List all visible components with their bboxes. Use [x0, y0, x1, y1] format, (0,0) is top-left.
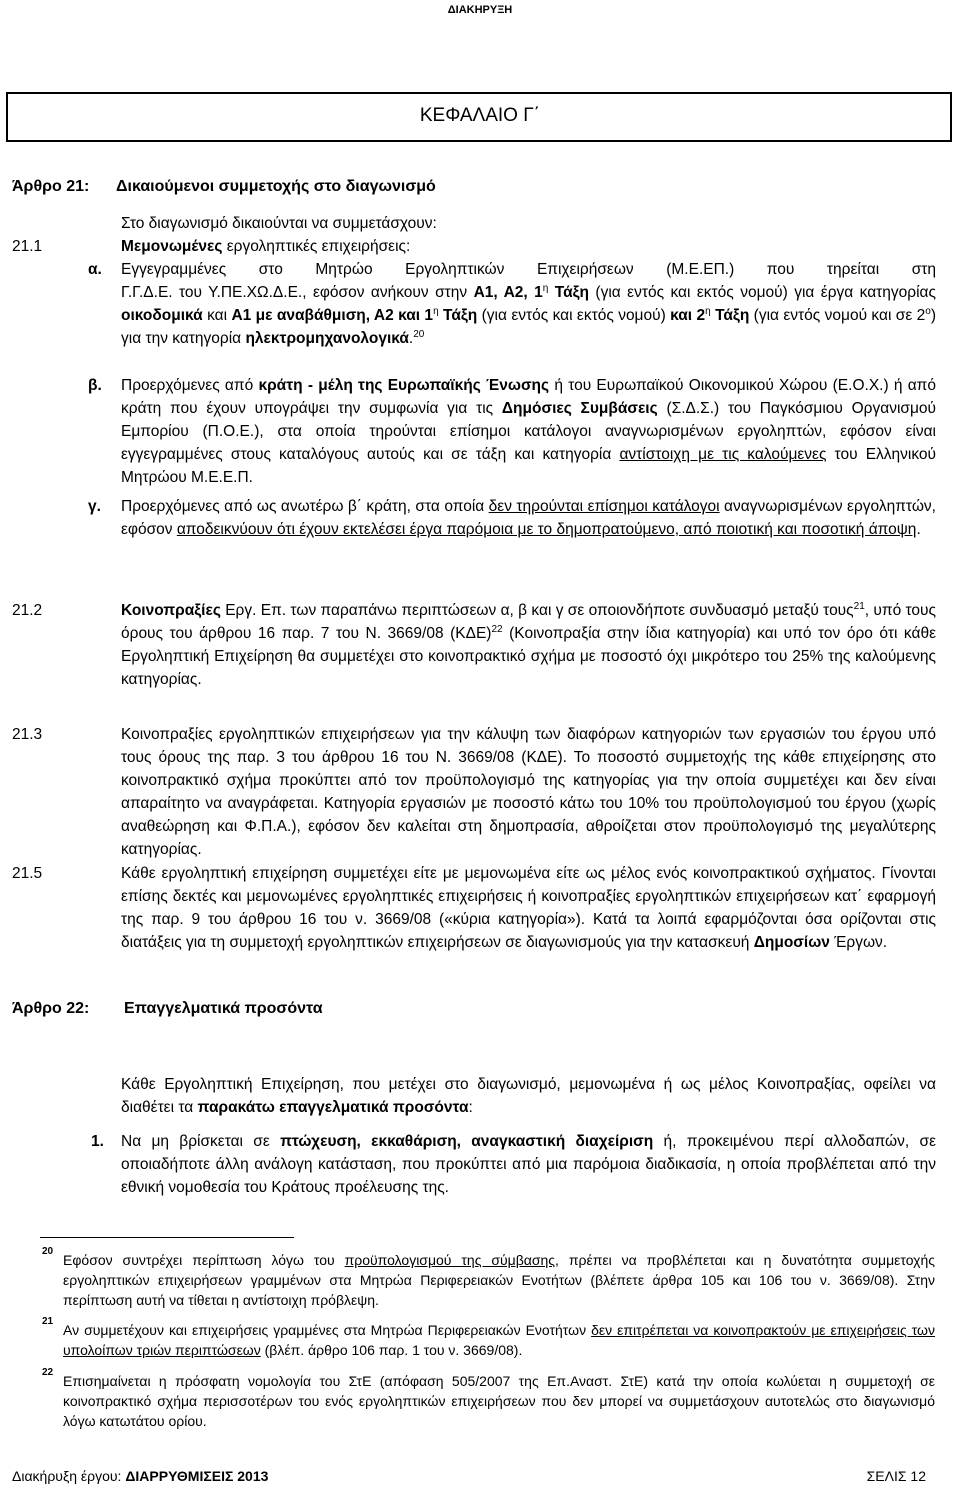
- chapter-box: [6, 92, 952, 142]
- item-b-label: β.: [88, 377, 102, 394]
- item-a-text: Γ.Γ.Δ.Ε. του Υ.ΠΕ.ΧΩ.Δ.Ε., εφόσον ανήκουν στην Α1, Α2, $1^\eta$ Τάξη (για εντός και εκτός νομού) για έργα κατηγορίας οικοδομικά και Α1 με αναβάθμιση, Α2 και $1^\eta$ Τάξη (για εντός και εκτός νομού) και $2^\eta$ Τάξη (για εντός νομού και σε $2^o$) για την κατηγορία ηλεκτρομηχανολογικά.$^{20}$: [121, 282, 936, 347]
- article-number: Άρθρο 22:: [12, 1000, 90, 1017]
- s212-number: 21.2: [12, 602, 43, 619]
- s215-text: Κάθε εργοληπτική επιχείρηση συμμετέχει είτε με μεμονωμένα είτε ως μέλος ενός κοινοπρακτικού σχήματος. Γίνονται επίσης δεκτές και μεμονωμένες εργοληπτικές επιχειρήσεις ή κοινοπραξίες εργοληπτικών επιχειρήσεων κατ΄ εφαρμογή της παρ. 9 του άρθρου 16 του ν. 3669/08 («κύρια κατηγορία»). Κατά τα λοιπά εφαρμόζονται όσα ορίζονται στις διατάξεις για τη συμμετοχή εργοληπτικών επιχειρήσεων σε διαγωνισμούς για την κατασκευή Δημοσίων Έργων.: [121, 865, 936, 951]
- article-title: Επαγγελματικά προσόντα: [124, 1000, 323, 1017]
- footer-page-number: ΣΕΛΙΣ 12: [866, 1468, 926, 1484]
- item-c-label: γ.: [88, 498, 101, 515]
- footnote-22-text: Επισημαίνεται η πρόσφατη νομολογία του ΣτΕ (απόφαση 505/2007 της Επ.Αναστ. ΣτΕ) κατά την οποία κωλύεται η συμμετοχή σε κοινοπρακτικό σχήμα περισσοτέρων του ενός εργοληπτικών επιχειρήσεων που δεν μπορεί να συμμετάσχουν αυτοτελώς στο διαγωνισμό λόγω κατωτάτου ορίου.: [63, 1373, 935, 1429]
- article-22-intro: Κάθε Εργοληπτική Επιχείρηση, που μετέχει στο διαγωνισμό, μεμονωμένα ή ως μέλος Κοινοπραξίας, οφείλει να διαθέτει τα παρακάτω επαγγελματικά προσόντα:: [121, 1076, 936, 1116]
- item-1-text: Να μη βρίσκεται σε πτώχευση, εκκαθάριση, αναγκαστική διαχείριση ή, προκειμένου περί αλλοδαπών, σε οποιαδήποτε άλλη ανάλογη κατάσταση, που προκύπτει από μια παρόμοια διαδικασία, η οποία προβλέπεται από την εθνική νομοθεσία του Κράτους προέλευσης της.: [121, 1133, 936, 1196]
- s215-number: 21.5: [12, 865, 43, 882]
- s211-number: 21.1: [12, 238, 43, 255]
- item-a-line1: Εγγεγραμμένες στο Μητρώο Εργοληπτικών Επιχειρήσεων (Μ.Ε.ΕΠ.) που τηρείται στη: [121, 261, 936, 278]
- s211-intro: Στο διαγωνισμό δικαιούνται να συμμετάσχουν:: [121, 215, 437, 232]
- item-1-label: 1.: [91, 1133, 104, 1150]
- footnote-ref-22[interactable]: 22: [491, 623, 503, 635]
- item-a-label: α.: [88, 261, 102, 278]
- footnote-ref-21[interactable]: 21: [853, 600, 865, 612]
- footnote-21-number: 21: [42, 1316, 54, 1327]
- footnote-separator: [40, 1237, 294, 1238]
- article-22-heading: [12, 1000, 323, 1018]
- article-number: Άρθρο 21:: [12, 178, 90, 195]
- footnote-ref-20[interactable]: 20: [413, 328, 425, 340]
- s213-text: Κοινοπραξίες εργοληπτικών επιχειρήσεων για την κάλυψη των διαφόρων κατηγοριών των εργασιών του έργου υπό τους όρους της παρ. 3 του άρθρου 16 του Ν. 3669/08 (ΚΔΕ). Το ποσοστό συμμετοχής της κάθε επιχείρησης στο κοινοπρακτικό σχήμα προκύπτει από τον προϋπολογισμό της κατηγορίας για την οποία συμμετέχει και δεν είναι απαραίτητο να αναγράφεται. Κατηγορία εργασιών με ποσοστό κάτω του 10% του προϋπολογισμού του έργου (χωρίς αναθεώρηση και Φ.Π.Α.), εφόσον δεν καλείται στη δημοπρασία, αθροίζεται στον προϋπολογισμό της μεγαλύτερης κατηγορίας.: [121, 726, 936, 858]
- footnote-20-number: 20: [42, 1246, 54, 1257]
- item-c-text: Προερχόμενες από ως ανωτέρω β΄ κράτη, στα οποία δεν τηρούνται επίσημοι κατάλογοι αναγνωρισμένων εργοληπτών, εφόσον αποδεικνύουν ότι έχουν εκτελέσει έργα παρόμοια με το δημοπρατούμενο, από ποιοτική και ποσοτική άποψη.: [121, 498, 936, 538]
- footnote-22-number: 22: [42, 1367, 54, 1378]
- article-title: Δικαιούμενοι συμμετοχής στο διαγωνισμό: [116, 178, 436, 195]
- chapter-title: ΚΕΦΑΛΑΙΟ Γ΄: [419, 105, 540, 126]
- footnote-20-text: Εφόσον συντρέχει περίπτωση λόγω του προϋπολογισμού της σύμβασης, πρέπει να προβλέπεται και η δυνατότητα συμμετοχής εργοληπτικών επιχειρήσεων γραμμένων στα Μητρώα Περιφερειακών Ενοτήτων (βλέπετε άρθρα 105 και 106 του ν. 3669/08). Στην περίπτωση αυτή να τίθεται η αντίστοιχη πρόβλεψη.: [63, 1252, 936, 1308]
- s213-number: 21.3: [12, 726, 43, 743]
- s212-text: Κοινοπραξίες Εργ. Επ. των παραπάνω περιπτώσεων α, β και γ σε οποιονδήποτε συνδυασμό μεταξύ τους$^{21}$, υπό τους όρους του άρθρου 16 παρ. 7 του Ν. 3669/08 $(K\Delta E)^{22}$ (Κοινοπραξία στην ίδια κατηγορία) και υπό τον όρο ότι κάθε Εργοληπτική Επιχείρηση θα συμμετέχει στο κοινοπρακτικό σχήμα με ποσοστό όχι μικρότερο του 25% της καλούμενης κατηγορίας.: [121, 600, 936, 688]
- s211-heading: Μεμονωμένες εργοληπτικές επιχειρήσεις:: [121, 238, 411, 255]
- item-b-text: Προερχόμενες από κράτη - μέλη της Ευρωπαϊκής Ένωσης ή του Ευρωπαϊκού Οικονομικού Χώρου (Ε.Ο.Χ.) ή από κράτη που έχουν υπογράψει την συμφωνία για τις Δημόσιες Συμβάσεις (Σ.Δ.Σ.) του Παγκόσμιου Οργανισμού Εμπορίου (Π.Ο.Ε.), στα οποία τηρούνται επίσημοι κατάλογοι αναγνωρισμένων εργοληπτών, εφόσον είναι εγγεγραμμένες στους καταλόγους αυτούς και σε τάξη και κατηγορία αντίστοιχη με τις καλούμενες του Ελληνικού Μητρώου Μ.Ε.Ε.Π.: [121, 377, 937, 486]
- article-21-heading: [12, 178, 436, 196]
- page-header: ΔΙΑΚΗΡΥΞΗ: [447, 4, 513, 16]
- footnote-21-text: Αν συμμετέχουν και επιχειρήσεις γραμμένες στα Μητρώα Περιφερειακών Ενοτήτων δεν επιτρέπεται να κοινοπρακτούν με επιχειρήσεις των υπολοίπων τριών περιπτώσεων (βλέπ. άρθρο 106 παρ. 1 του ν. 3669/08).: [63, 1322, 935, 1358]
- footer-project: Διακήρυξη έργου: ΔΙΑΡΡΥΘΜΙΣΕΙΣ 2013: [12, 1468, 269, 1484]
